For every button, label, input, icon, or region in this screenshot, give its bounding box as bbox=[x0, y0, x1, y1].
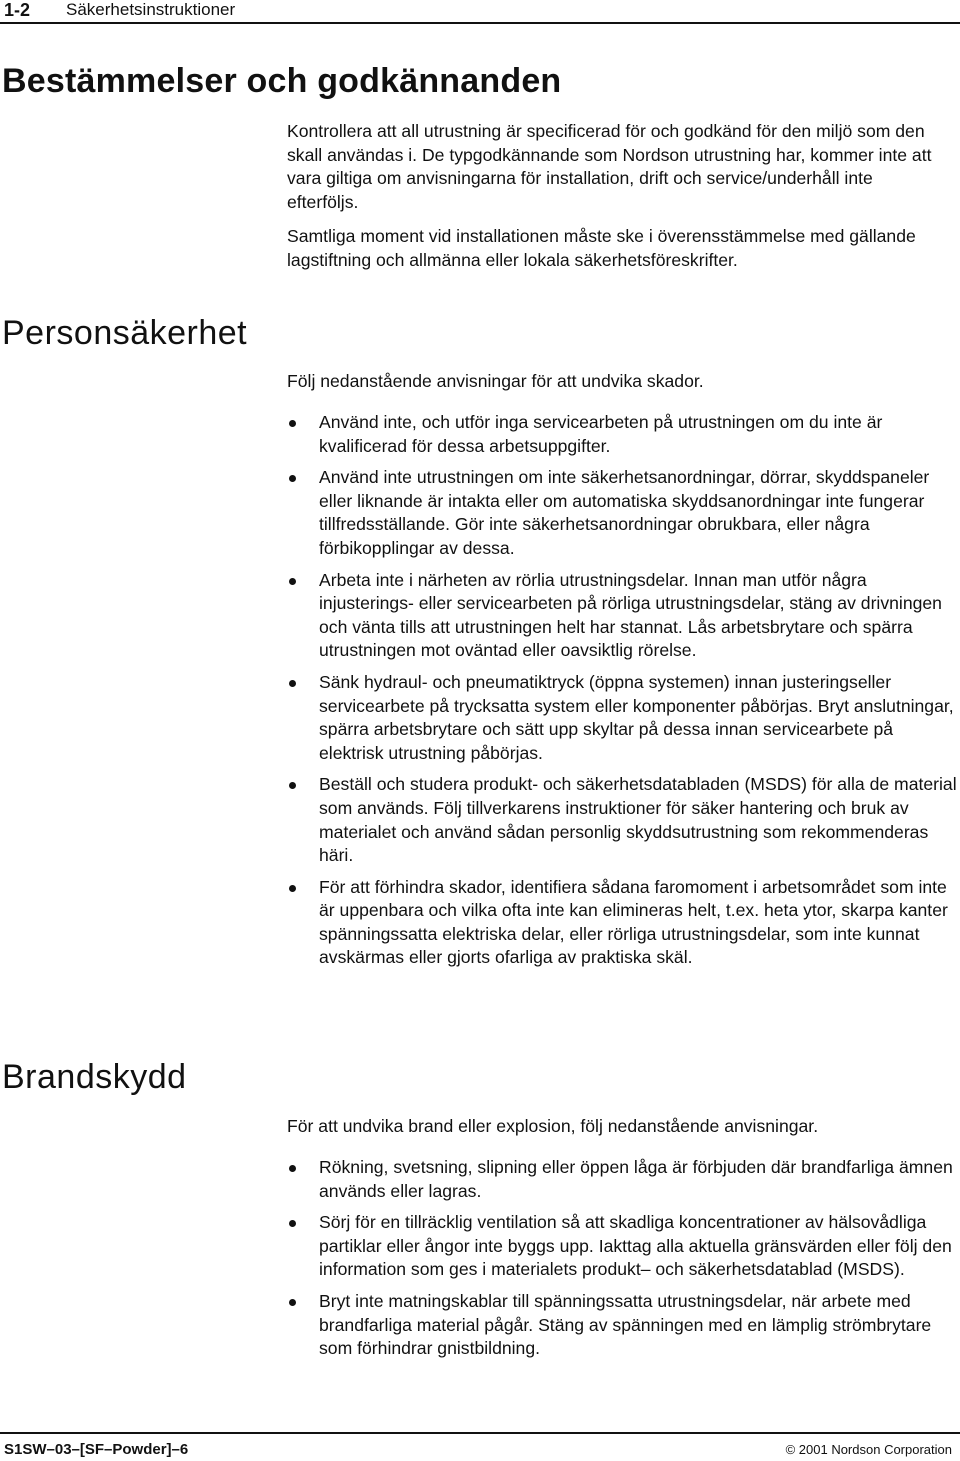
bullet-icon bbox=[289, 1299, 296, 1306]
list-item-text: Beställ och studera produkt- och säkerhetsdatabladen (MSDS) för alla de material som används. Följ tillverkarens instruktioner för säker hantering och bruk av materialet och använd sådan personlig skyddsutrustning som rekommenderas häri. bbox=[319, 774, 957, 866]
header-section-title: Säkerhetsinstruktioner bbox=[66, 0, 236, 19]
list-item-text: Rökning, svetsning, slipning eller öppen låga är förbjuden där brandfarliga ämnen används eller lagras. bbox=[319, 1157, 953, 1201]
bullet-icon bbox=[289, 885, 296, 892]
page-number: 1-2 bbox=[4, 0, 31, 20]
list-item bbox=[287, 1156, 957, 1203]
list-item-text: Använd inte, och utför inga servicearbeten på utrustningen om du inte är kvalificerad för dessa arbetsuppgifter. bbox=[319, 412, 883, 456]
bullet-icon bbox=[289, 782, 296, 789]
footer-divider bbox=[0, 1432, 960, 1434]
list-item bbox=[287, 411, 957, 458]
bullet-icon bbox=[289, 578, 296, 585]
list-item-text: Bryt inte matningskablar till spänningssatta utrustningsdelar, när arbete med brandfarliga material pågår. Stäng av spänningen med en lämplig strömbrytare som förhindrar gnistbildning. bbox=[319, 1290, 932, 1359]
list-item-text: Sörj för en tillräcklig ventilation så att skadliga koncentrationer av hälsovådliga partiklar eller ångor inte byggs upp. Iakttag alla aktuella gränsvärden eller följ den information som ges i materialets produkt– och säkerhetsdatablad (MSDS). bbox=[319, 1212, 952, 1280]
fire-safety-intro: För att undvika brand eller explosion, följ nedanstående anvisningar. bbox=[287, 1116, 819, 1136]
bullet-icon bbox=[289, 475, 296, 482]
bullet-icon bbox=[289, 680, 296, 687]
heading-regulations: Bestämmelser och godkännanden bbox=[2, 62, 562, 100]
list-item bbox=[287, 671, 957, 765]
bullet-icon bbox=[289, 1220, 296, 1227]
list-item bbox=[287, 1211, 957, 1282]
copyright-notice: © 2001 Nordson Corporation bbox=[785, 1442, 952, 1457]
list-item bbox=[287, 773, 957, 867]
regulations-paragraph-2: Samtliga moment vid installationen måste ske i överensstämmelse med gällande lagstiftning och allmänna eller lokala säkerhetsföreskrifter. bbox=[287, 226, 916, 270]
header-divider bbox=[0, 22, 960, 24]
bullet-icon bbox=[289, 420, 296, 427]
fire-safety-list bbox=[287, 1156, 957, 1369]
list-item-text: Arbeta inte i närheten av rörlia utrustningsdelar. Innan man utför några injusterings- eller servicearbeten på rörliga utrustningsdelar, stäng av drivningen och vänta tills att utrustningen helt har stannat. Lås arbetsbrytare och spärra utrustningen mot oväntad eller oavsiktlig rörelse. bbox=[319, 569, 942, 661]
heading-personal-safety: Personsäkerhet bbox=[2, 314, 248, 352]
bullet-icon bbox=[289, 1165, 296, 1172]
personal-safety-intro: Följ nedanstående anvisningar för att undvika skador. bbox=[287, 371, 704, 391]
document-code: S1SW–03–[SF–Powder]–6 bbox=[4, 1441, 189, 1458]
list-item bbox=[287, 1290, 957, 1361]
list-item-text: Använd inte utrustningen om inte säkerhetsanordningar, dörrar, skyddspaneler eller liknande är intakta eller om automatiska skyddsanordningar inte fungerar tillfredsställande. Gör inte säkerhetsanordningar obrukbara, eller några förbikopplingar av dessa. bbox=[319, 467, 930, 558]
personal-safety-list bbox=[287, 411, 957, 978]
list-item bbox=[287, 569, 957, 663]
page-header bbox=[0, 0, 960, 24]
regulations-paragraph-1: Kontrollera att all utrustning är specificerad för och godkänd för den miljö som den skall användas i. De typgodkännande som Nordson utrustning har, kommer inte att vara giltiga om anvisningarna för installation, drift och service/underhåll inte efterföljs. bbox=[287, 121, 932, 212]
list-item-text: För att förhindra skador, identifiera sådana faromoment i arbetsområdet som inte är uppenbara och vilka ofta inte kan elimineras helt, t.ex. heta ytor, skarpa kanter spänningssatta elektriska delar, eller rörliga utrustningsdelar, som inte kunnat avskärmas eller gjorts ofarliga av praktiska skäl. bbox=[319, 876, 948, 968]
list-item-text: Sänk hydraul- och pneumatiktryck (öppna systemen) innan justeringseller servicearbete på trycksatta system eller komponenter påbörjas. Bryt anslutningar, spärra arbetsbrytare och sätt upp skyltar på dessa innan servicearbete på elektrisk utrustning påbörjas. bbox=[319, 671, 954, 763]
list-item bbox=[287, 876, 957, 970]
heading-fire-safety: Brandskydd bbox=[2, 1058, 187, 1096]
list-item bbox=[287, 466, 957, 560]
